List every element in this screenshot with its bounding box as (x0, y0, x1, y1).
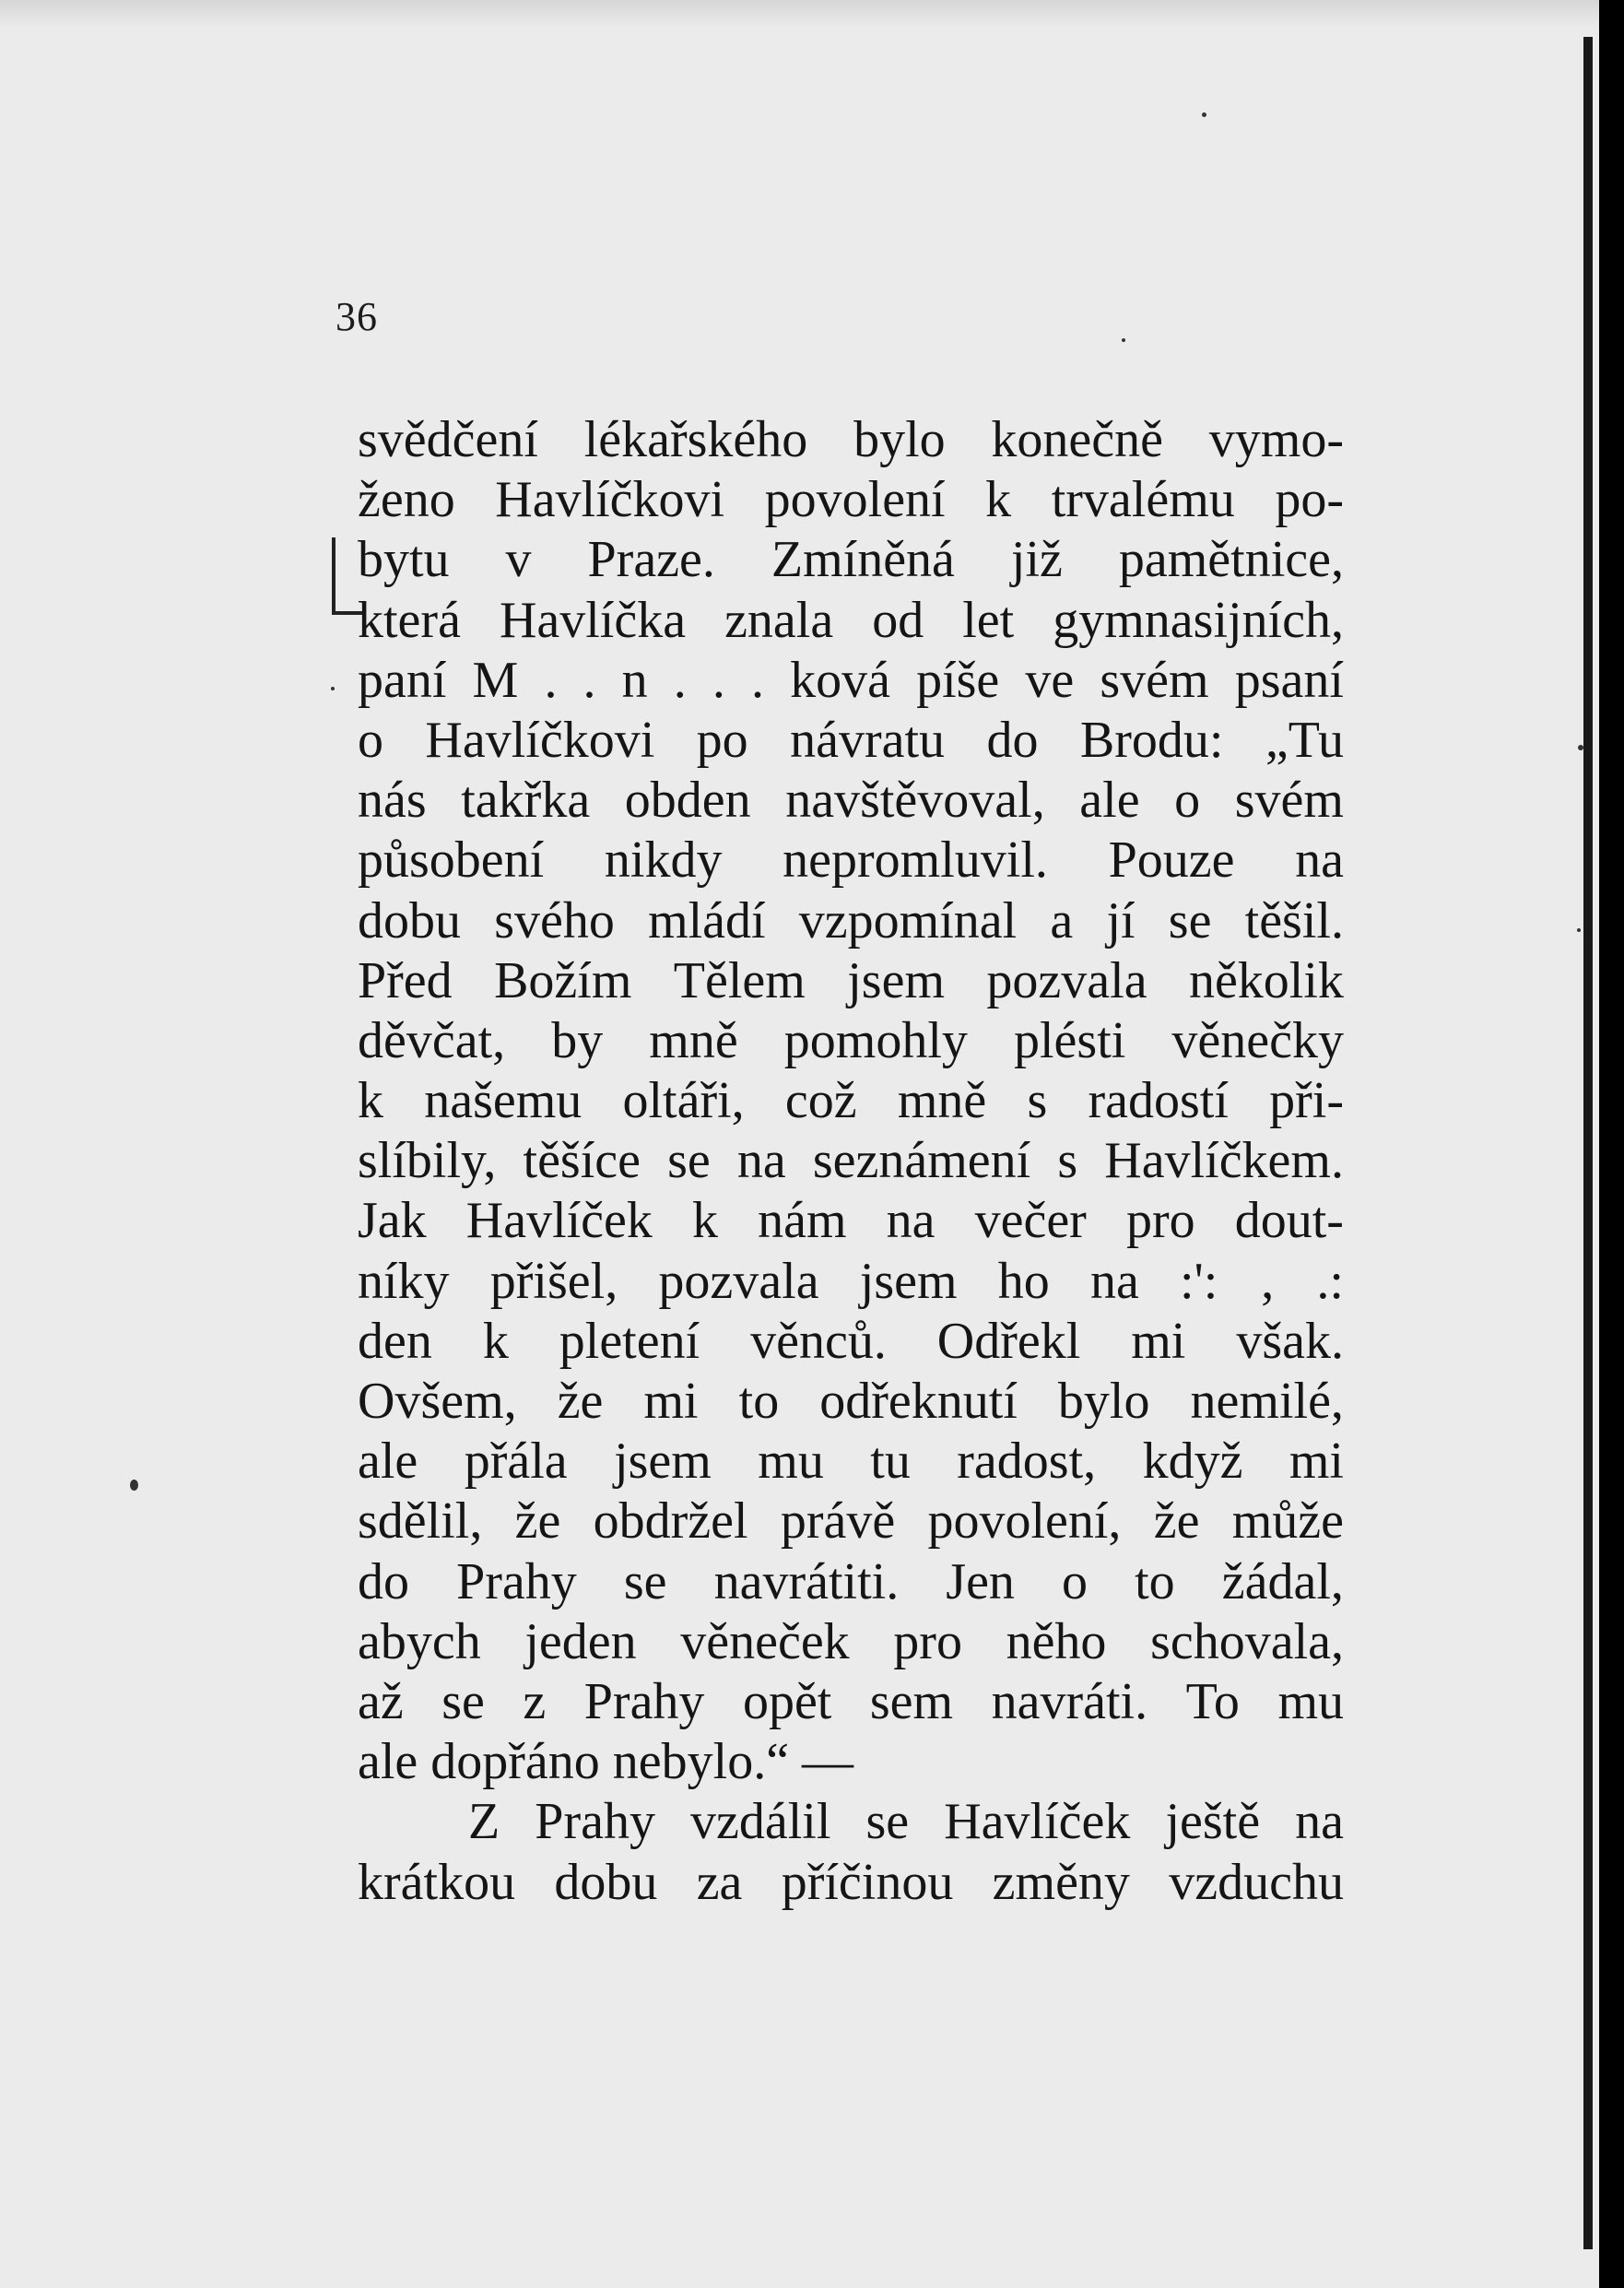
text-line (358, 591, 1344, 651)
word: Havlíček (465, 1192, 653, 1250)
scan-speck (1202, 112, 1206, 117)
word: jsem (614, 1433, 712, 1491)
word: Prahy (583, 1672, 705, 1730)
word: schovala, (1150, 1612, 1344, 1670)
word: že (1153, 1492, 1200, 1551)
word: nikdy (604, 831, 723, 890)
body-text (358, 410, 1344, 1913)
scan-speck (1578, 745, 1583, 750)
word: Pouze (1108, 831, 1235, 890)
word: krátkou (358, 1853, 516, 1911)
word: děvčat, (358, 1011, 506, 1069)
word: bylo (853, 411, 946, 468)
word: svědčení (358, 411, 538, 468)
word: za (696, 1853, 743, 1911)
scan-speck (331, 687, 335, 690)
page-number: 36 (335, 294, 378, 339)
text-line (358, 470, 1344, 530)
word: radostí (1088, 1072, 1229, 1130)
word: tu (870, 1433, 911, 1491)
word: návratu (790, 711, 946, 769)
text-line (358, 831, 1344, 890)
word: Jak (358, 1192, 427, 1250)
text-line-content: ale dopřáno nebylo.“ — (358, 1733, 854, 1791)
word: povolení, (927, 1492, 1122, 1551)
word: našemu (424, 1072, 583, 1130)
word: věnečky (1171, 1011, 1344, 1069)
word: mu (1277, 1672, 1344, 1730)
text-line (358, 651, 1344, 711)
word: povolení (764, 471, 946, 529)
word: konečně (991, 411, 1163, 468)
word: když (1142, 1433, 1243, 1491)
word: sdělil, (358, 1492, 483, 1551)
word: Z (468, 1793, 500, 1851)
word: mně (897, 1072, 987, 1130)
word: se (1168, 891, 1212, 949)
word: ale (358, 1433, 418, 1491)
scan-speck (130, 1480, 138, 1491)
word: o (358, 711, 383, 769)
word: Ovšem, (358, 1373, 517, 1430)
text-line (358, 951, 1344, 1011)
word: ve (1025, 651, 1075, 709)
word: Havlíčka (499, 591, 687, 649)
text-line-content (358, 1312, 1344, 1372)
word: mi (1131, 1312, 1186, 1370)
word: vzdálil (690, 1793, 831, 1851)
scan-speck (1577, 928, 1581, 932)
word: Odřekl (936, 1312, 1081, 1370)
word: Zmíněná (771, 531, 955, 589)
text-line-content (358, 891, 1344, 951)
text-line-content (358, 1672, 1344, 1732)
text-line (358, 711, 1344, 771)
word: nepromluvil. (783, 831, 1048, 890)
word: žádal, (1221, 1552, 1344, 1610)
word: Prahy (535, 1793, 655, 1851)
word: pro (893, 1612, 962, 1670)
word: vzduchu (1169, 1853, 1344, 1911)
word: svého (494, 891, 615, 949)
text-line (358, 1853, 1344, 1913)
word: slíbily, (358, 1132, 497, 1190)
text-line-content (358, 711, 1344, 771)
word: den (358, 1312, 432, 1370)
word: přišel, (489, 1252, 618, 1310)
word: M (472, 651, 519, 709)
word: působení (358, 831, 545, 890)
word: „Tu (1265, 711, 1344, 769)
text-line-content (358, 1252, 1344, 1312)
word: svém (1100, 651, 1209, 709)
text-line-content (358, 530, 1344, 590)
word: na (736, 1132, 786, 1190)
word: již (1010, 531, 1063, 589)
word: nemilé, (1190, 1373, 1344, 1430)
word: to (1135, 1552, 1175, 1610)
text-line-content (468, 1792, 1344, 1852)
word: těšíce (523, 1132, 641, 1190)
word: let (962, 591, 1015, 649)
text-line-content (358, 591, 1344, 651)
word: což (784, 1072, 857, 1130)
text-line (358, 1792, 1344, 1852)
word: pomohly (783, 1011, 968, 1069)
text-line-content (358, 1011, 1344, 1071)
text-line-content (358, 1432, 1344, 1492)
word: Brodu: (1079, 711, 1224, 769)
word: obdržel (593, 1492, 748, 1551)
word: mi (1289, 1433, 1344, 1491)
word: právě (780, 1492, 896, 1551)
word: navštěvoval, (785, 772, 1045, 830)
word: mně (649, 1011, 738, 1069)
word: Jen (946, 1552, 1015, 1610)
word: na (1295, 1793, 1344, 1851)
word: pozvala (986, 951, 1147, 1009)
word: odřeknutí (819, 1373, 1018, 1430)
text-line-content (358, 1853, 1344, 1913)
text-line (358, 1372, 1344, 1432)
text-line (358, 1732, 1344, 1792)
word: znala (724, 591, 834, 649)
word: Havlíček (944, 1793, 1131, 1851)
word: do (358, 1552, 409, 1610)
word: mládí (648, 891, 766, 949)
word: :': (1180, 1252, 1218, 1310)
word: s (1027, 1072, 1048, 1130)
text-line (358, 1071, 1344, 1131)
word: mu (758, 1433, 824, 1491)
word: něho (1006, 1612, 1107, 1670)
word: jsem (859, 1252, 958, 1310)
word: ale (1079, 772, 1140, 830)
word: a (1050, 891, 1074, 949)
word: pozvala (658, 1252, 819, 1310)
word: plésti (1013, 1011, 1126, 1069)
word: od (872, 591, 924, 649)
text-line-content (358, 1071, 1344, 1131)
word: ková (790, 651, 890, 709)
word: paní (358, 651, 447, 709)
word: ‚ (1258, 1252, 1277, 1310)
page-top-shadow (0, 0, 1599, 28)
word: na (886, 1192, 936, 1250)
word: bylo (1057, 1373, 1150, 1430)
text-line-content (358, 831, 1344, 890)
word: psaní (1234, 651, 1344, 709)
word: ženo (358, 471, 455, 529)
text-line (358, 410, 1344, 470)
word: změny (992, 1853, 1130, 1911)
word: na (1089, 1252, 1139, 1310)
word: ho (997, 1252, 1050, 1310)
word: se (623, 1552, 667, 1610)
word: jí (1106, 891, 1136, 949)
text-line (358, 1011, 1344, 1071)
word: níky (358, 1252, 450, 1310)
word: o (1062, 1552, 1089, 1610)
word: ještě (1165, 1793, 1261, 1851)
word: která (358, 591, 461, 649)
word: Praze. (587, 531, 715, 589)
word: Před (358, 951, 453, 1009)
word: těšil. (1244, 891, 1344, 949)
word: seznámení (812, 1132, 1031, 1190)
word: Tělem (673, 951, 806, 1009)
word: že (557, 1373, 604, 1430)
word: Havlíčkovi (425, 711, 655, 769)
word: po- (1275, 471, 1344, 529)
text-line-content (358, 1552, 1344, 1612)
word: n (621, 651, 648, 709)
text-line-content (358, 1372, 1344, 1432)
word: k (358, 1072, 383, 1130)
text-line-content (358, 1612, 1344, 1672)
scan-speck (1122, 338, 1125, 342)
word: radost, (957, 1433, 1097, 1491)
word: věnců. (750, 1312, 887, 1370)
word: k (482, 1312, 509, 1370)
word: pletení (559, 1312, 700, 1370)
word: . (583, 651, 596, 709)
word: navrátiti. (713, 1552, 900, 1610)
word: po (696, 711, 748, 769)
word: jeden (524, 1612, 637, 1670)
word: nás (358, 772, 427, 830)
word: opět (742, 1672, 832, 1730)
word: se (667, 1132, 711, 1190)
word: přála (464, 1433, 568, 1491)
word: vzpomínal (798, 891, 1018, 949)
word: Havlíčkovi (495, 471, 725, 529)
word: do (986, 711, 1039, 769)
text-line (358, 1252, 1344, 1312)
word: při- (1269, 1072, 1344, 1130)
text-line (358, 891, 1344, 951)
word: To (1185, 1672, 1240, 1730)
text-line-content (358, 771, 1344, 831)
text-line-content (358, 410, 1344, 470)
word: Božím (494, 951, 632, 1009)
word: několik (1188, 951, 1344, 1009)
word: Havlíčkem. (1104, 1132, 1344, 1190)
word: že (514, 1492, 561, 1551)
word: to (738, 1373, 780, 1430)
word: lékařského (583, 411, 808, 468)
text-line-content (358, 651, 1344, 711)
word: oltáři, (622, 1072, 745, 1130)
text-line (358, 1552, 1344, 1612)
word: k (985, 471, 1012, 529)
word: bytu (358, 531, 450, 589)
word: abych (358, 1612, 481, 1670)
word: navráti. (991, 1672, 1148, 1730)
word: pro (1125, 1192, 1195, 1250)
word: o (1174, 772, 1201, 830)
text-line-content (358, 1191, 1344, 1251)
word: píše (916, 651, 1000, 709)
word: gymnasijních, (1053, 591, 1344, 649)
word: Prahy (456, 1552, 577, 1610)
text-line (358, 1191, 1344, 1251)
word: k (692, 1192, 718, 1250)
text-line-content (358, 1492, 1344, 1551)
word: nám (758, 1192, 847, 1250)
text-line (358, 1312, 1344, 1372)
text-line (358, 530, 1344, 590)
word: z (523, 1672, 547, 1730)
text-line (358, 1612, 1344, 1672)
text-line (358, 1131, 1344, 1191)
word: trvalému (1051, 471, 1235, 529)
word: dobu (358, 891, 461, 949)
word: pamětnice, (1118, 531, 1344, 589)
word: s (1057, 1132, 1078, 1190)
word: takřka (461, 772, 591, 830)
word: .: (1316, 1252, 1344, 1310)
word: v (505, 531, 532, 589)
word: dout- (1234, 1192, 1344, 1250)
page-right-edge (1583, 37, 1593, 2249)
text-line-content (358, 1131, 1344, 1191)
word: až (358, 1672, 404, 1730)
word: by (551, 1011, 604, 1069)
word: . (544, 651, 558, 709)
word: večer (974, 1192, 1087, 1250)
word: jsem (847, 951, 946, 1009)
word: dobu (554, 1853, 658, 1911)
word: příčinou (781, 1853, 954, 1911)
word: svém (1234, 772, 1344, 830)
word: . (750, 651, 764, 709)
text-line (358, 771, 1344, 831)
word: . (673, 651, 687, 709)
text-line (358, 1492, 1344, 1551)
text-line-content (358, 470, 1344, 530)
word: může (1231, 1492, 1344, 1551)
word: však. (1236, 1312, 1344, 1370)
word: sem (869, 1672, 954, 1730)
word: se (865, 1793, 910, 1851)
text-line (358, 1672, 1344, 1732)
word: vymo- (1208, 411, 1344, 468)
text-line-content (358, 951, 1344, 1011)
word: obden (624, 772, 751, 830)
text-line (358, 1432, 1344, 1492)
word: věneček (680, 1612, 850, 1670)
word: mi (643, 1373, 699, 1430)
word: se (441, 1672, 485, 1730)
word: . (712, 651, 725, 709)
word: na (1295, 831, 1344, 890)
